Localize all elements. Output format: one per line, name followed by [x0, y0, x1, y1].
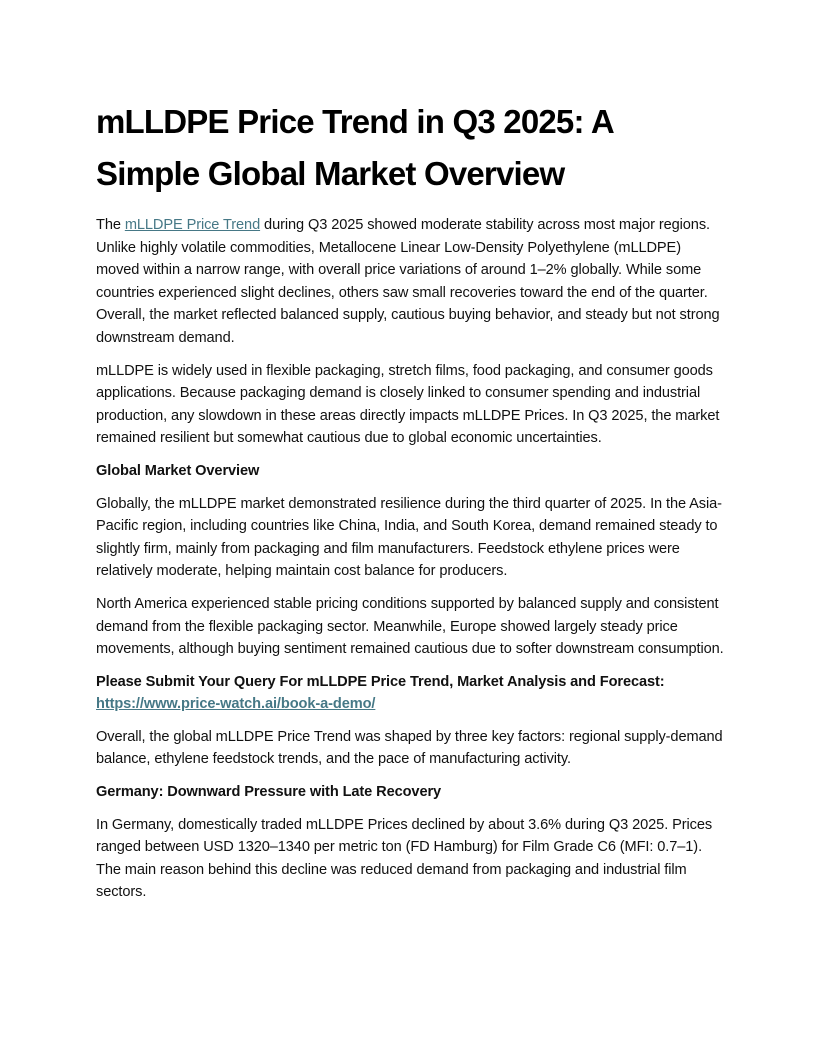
section-heading-global: Global Market Overview [96, 462, 260, 479]
book-demo-link[interactable]: https://www.price-watch.ai/book-a-demo/ [96, 696, 376, 713]
applications-paragraph: mLLDPE is widely used in flexible packaging, stretch films, food packaging, and consumer goods applications. Because packaging demand is closely linked to consumer spending and industrial production, any slowdown in these areas directly impacts mLLDPE Prices. In Q3 2025, the market remained resilient but somewhat cautious due to global economic uncertainties. [96, 362, 720, 447]
page-title: mLLDPE Price Trend in Q3 2025: A Simple Global Market Overview [96, 103, 613, 192]
section-heading-germany: Germany: Downward Pressure with Late Recovery [96, 784, 442, 801]
global-paragraph: Globally, the mLLDPE market demonstrated resilience during the third quarter of 2025. In the Asia-Pacific region, including countries like China, India, and South Korea, demand remained steady to slightly firm, mainly from packaging and film manufacturers. Feedstock ethylene prices were relatively moderate, helping maintain cost balance for producers. [96, 495, 722, 580]
query-callout [96, 671, 724, 716]
query-text: Please Submit Your Query For mLLDPE Price Trend, Market Analysis and Forecast: [96, 673, 665, 690]
intro-suffix: during Q3 2025 showed moderate stability across most major regions. Unlike highly volatile commodities, Metallocene Linear Low-Density Polyethylene (mLLDPE) moved within a narrow range, with overall price variations of around 1–2% globally. While some countries experienced slight declines, others saw small recoveries toward the end of the quarter. Overall, the market reflected balanced supply, cautious buying behavior, and steady but not strong downstream demand. [96, 217, 720, 346]
intro-paragraph [96, 214, 724, 350]
factors-paragraph: Overall, the global mLLDPE Price Trend was shaped by three key factors: regional supply-demand balance, ethylene feedstock trends, and the pace of manufacturing activity. [96, 728, 723, 768]
intro-prefix: The [96, 217, 125, 233]
document-page [96, 96, 724, 914]
germany-paragraph: In Germany, domestically traded mLLDPE Prices declined by about 3.6% during Q3 2025. Prices ranged between USD 1320–1340 per metric ton (FD Hamburg) for Film Grade C6 (MFI: 0.7–1). The main reason behind this decline was reduced demand from packaging and industrial film sectors. [96, 816, 713, 901]
regions-paragraph: North America experienced stable pricing conditions supported by balanced supply and consistent demand from the flexible packaging sector. Meanwhile, Europe showed largely steady price movements, although buying sentiment remained cautious due to softer downstream consumption. [96, 595, 724, 658]
price-trend-link[interactable]: mLLDPE Price Trend [124, 217, 261, 233]
